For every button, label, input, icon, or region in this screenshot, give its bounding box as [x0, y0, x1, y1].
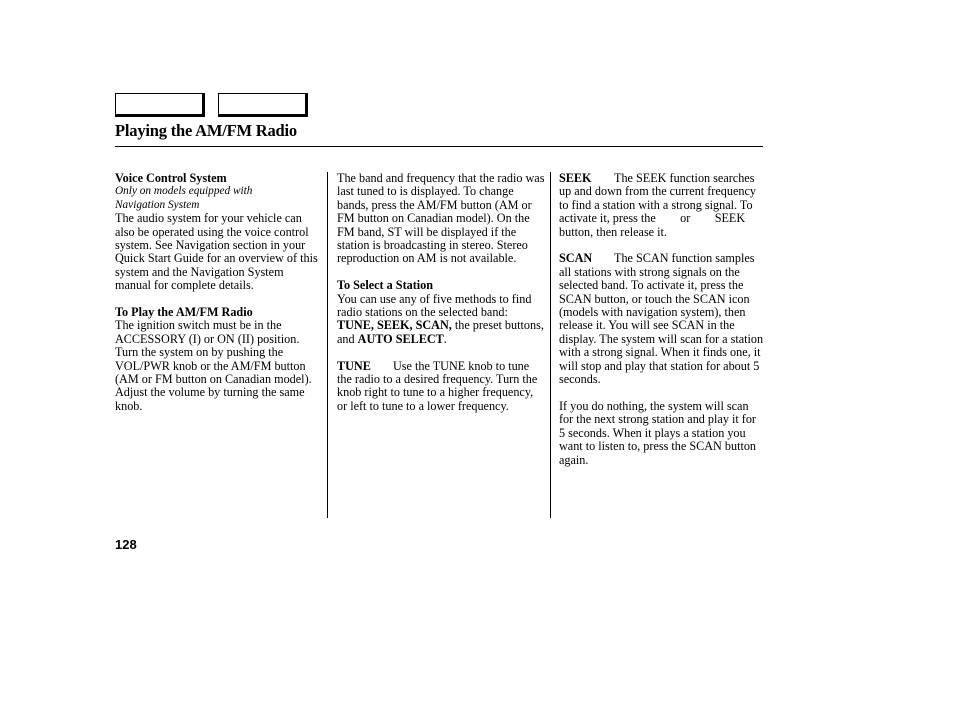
tune-paragraph — [337, 360, 545, 414]
column-divider — [327, 172, 328, 518]
scan-again-paragraph: If you do nothing, the system will scan for the next strong station and play it for 5 seconds. When it plays a station you want to listen to, press the SCAN button again. — [559, 398, 757, 467]
seek-label: SEEK — [559, 171, 592, 185]
page-number: 128 — [115, 537, 137, 552]
select-text-2: the preset buttons, and — [337, 318, 544, 346]
scan-label: SCAN — [559, 251, 593, 266]
tune-label: TUNE — [337, 358, 371, 373]
section-tab-box[interactable] — [115, 93, 205, 117]
seek-text-1: The SEEK function searches up and down from the current frequency to find a station with a strong signal. To activate it, press the — [559, 171, 756, 226]
auto-select-bold: AUTO SELECT — [357, 331, 444, 346]
scan-text: The SCAN function samples all stations with strong signals on the selected band. To activate it, press the SCAN button, or touch the SCAN icon (models with navigation system), then release it. You will see SCAN in the display. The system will scan for a station with a strong signal. When it finds one, it will stop and play that station for about 5 seconds. — [559, 251, 764, 387]
page-title: Playing the AM/FM Radio — [115, 121, 297, 140]
scan-paragraph — [559, 252, 765, 386]
column-right — [559, 172, 765, 467]
voice-control-paragraph: The audio system for your vehicle can also be operated using the voice control system. See Navigation section in your Quick Start Guide for an overview of this system and the Navigation System manual for complete details. — [115, 211, 318, 293]
tune-text: Use the TUNE knob to tune the radio to a desired frequency. Turn the knob right to tune to a higher frequency, or left to tune to a lower frequency. — [337, 358, 538, 413]
voice-control-note-line-2: Navigation System — [115, 198, 200, 211]
voice-control-heading: Voice Control System — [115, 171, 227, 185]
seek-paragraph — [559, 172, 765, 239]
column-middle — [337, 172, 545, 413]
column-left — [115, 172, 321, 413]
column-divider — [550, 172, 551, 518]
play-radio-heading: To Play the AM/FM Radio — [115, 305, 253, 320]
section-tab-box[interactable] — [218, 93, 308, 117]
band-frequency-paragraph: The band and frequency that the radio was last tuned to is displayed. To change bands, press the AM/FM button (AM or FM button on Canadian model). On the FM band, ST will be displayed if the station is broadcasting in stereo. Stereo reproduction on AM is not available. — [337, 171, 545, 266]
seek-text-3: SEEK button, then release it. — [559, 211, 746, 239]
select-text-3: . — [443, 331, 447, 346]
title-divider — [115, 146, 763, 147]
select-station-heading: To Select a Station — [337, 278, 434, 293]
voice-control-note-line-1: Only on models equipped with — [115, 185, 253, 198]
select-station-paragraph — [337, 293, 545, 347]
select-text-1: You can use any of five methods to find radio stations on the selected band: — [337, 291, 532, 320]
seek-text-2: or — [680, 211, 691, 226]
select-methods-bold: TUNE, SEEK, SCAN, — [337, 318, 452, 333]
play-radio-paragraph: The ignition switch must be in the ACCESSORY (I) or ON (II) position. Turn the system on by pushing the VOL/PWR knob or the AM/FM button (AM or FM button on Canadian model). Adjust the volume by turning the same knob. — [115, 318, 312, 413]
